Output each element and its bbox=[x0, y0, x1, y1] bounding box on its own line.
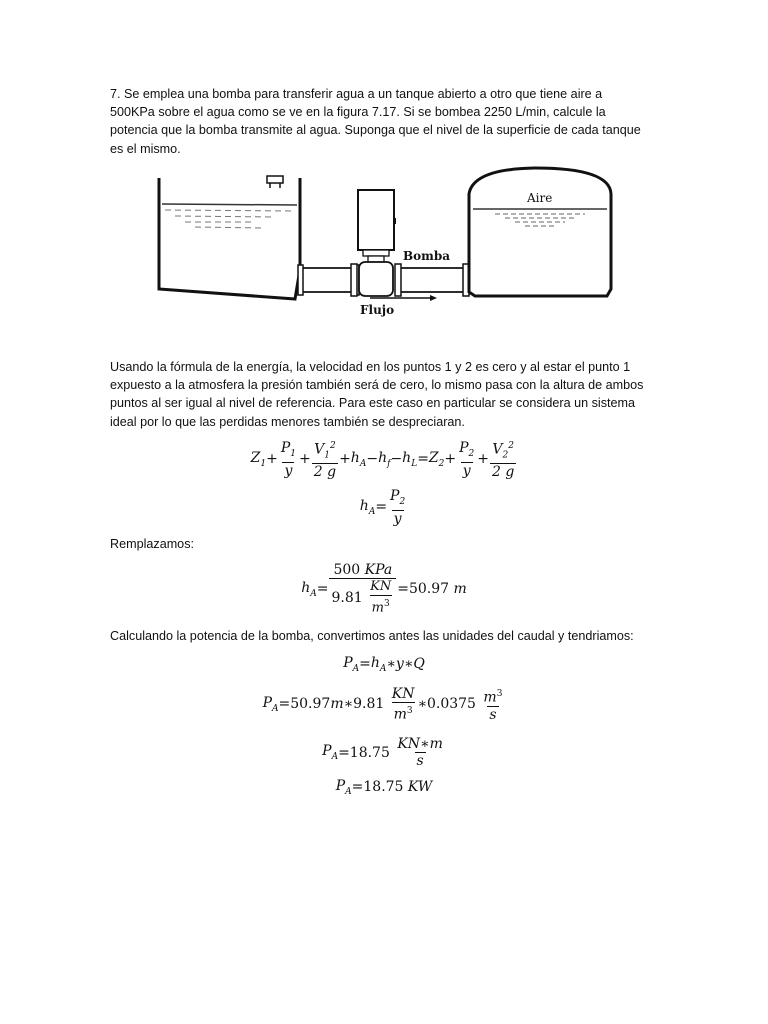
right-closed-tank bbox=[469, 168, 611, 296]
pa-formula: $P_A$ = $h_A$ ∗ y ∗ Q bbox=[343, 655, 425, 674]
problem-statement: 7. Se emplea una bomba para transferir agua a un tanque abierto a otro que tiene aire a 500KPa sobre el agua como se ve en la figura 7.17. Si se bombea 2250 L/min, calcule la potencia que la bomba transmite al agua. Suponga que el nivel de la superficie de cada tanque es el mismo. bbox=[110, 87, 641, 156]
right-pipe bbox=[401, 264, 469, 296]
pa-intermediate: $P_A$ = 18.75 $\frac{KN∗m}{s}$ bbox=[322, 736, 443, 769]
flow-label: Flujo bbox=[360, 303, 395, 317]
pa-result: $P_A$ = 18.75 KW bbox=[335, 778, 433, 797]
energy-equation: $Z_1$ + $\frac{P_1}{y}$ + $\frac{V_1^2}{2 g}$ + $h_A$ − $h_f$ − $h_L$ = $Z_2$ + $\frac{P_2}{y}$ + $\frac{V_2^2}{2 g}$ bbox=[250, 439, 515, 481]
replace-label: Remplazamos: bbox=[110, 537, 194, 551]
explanation-paragraph: Usando la fórmula de la energía, la velocidad en los puntos 1 y 2 es cero y al estar el punto 1 expuesto a la atmosfera la presión también será de cero, lo mismo pasa con la altura de ambos puntos al ser igual al nivel de referencia. Para este caso en particular se considera un sistema ideal por lo que las perdidas menores también se despreciaran. bbox=[110, 360, 644, 429]
ha-substitution: $h_A$ = 500 KPa 9.81 $\frac{KN}{m^3}$ = 50.97 m bbox=[301, 562, 467, 616]
air-label: Aire bbox=[527, 191, 553, 205]
flow-arrow bbox=[360, 295, 437, 317]
ha-equation: $h_A$ = $\frac{P_2}{y}$ bbox=[359, 488, 406, 527]
left-open-tank bbox=[159, 176, 300, 299]
pump-label: Bomba bbox=[403, 249, 451, 263]
pa-substitution: $P_A$ = 50.97 m ∗ 9.81 $\frac{KN}{m^3}$ ∗ 0.0375 $\frac{m^3}{s}$ bbox=[262, 686, 503, 723]
power-label: Calculando la potencia de la bomba, convertimos antes las unidades del caudal y tendriamos: bbox=[110, 629, 634, 643]
pump bbox=[351, 190, 450, 296]
tank-pump-figure bbox=[155, 164, 615, 322]
